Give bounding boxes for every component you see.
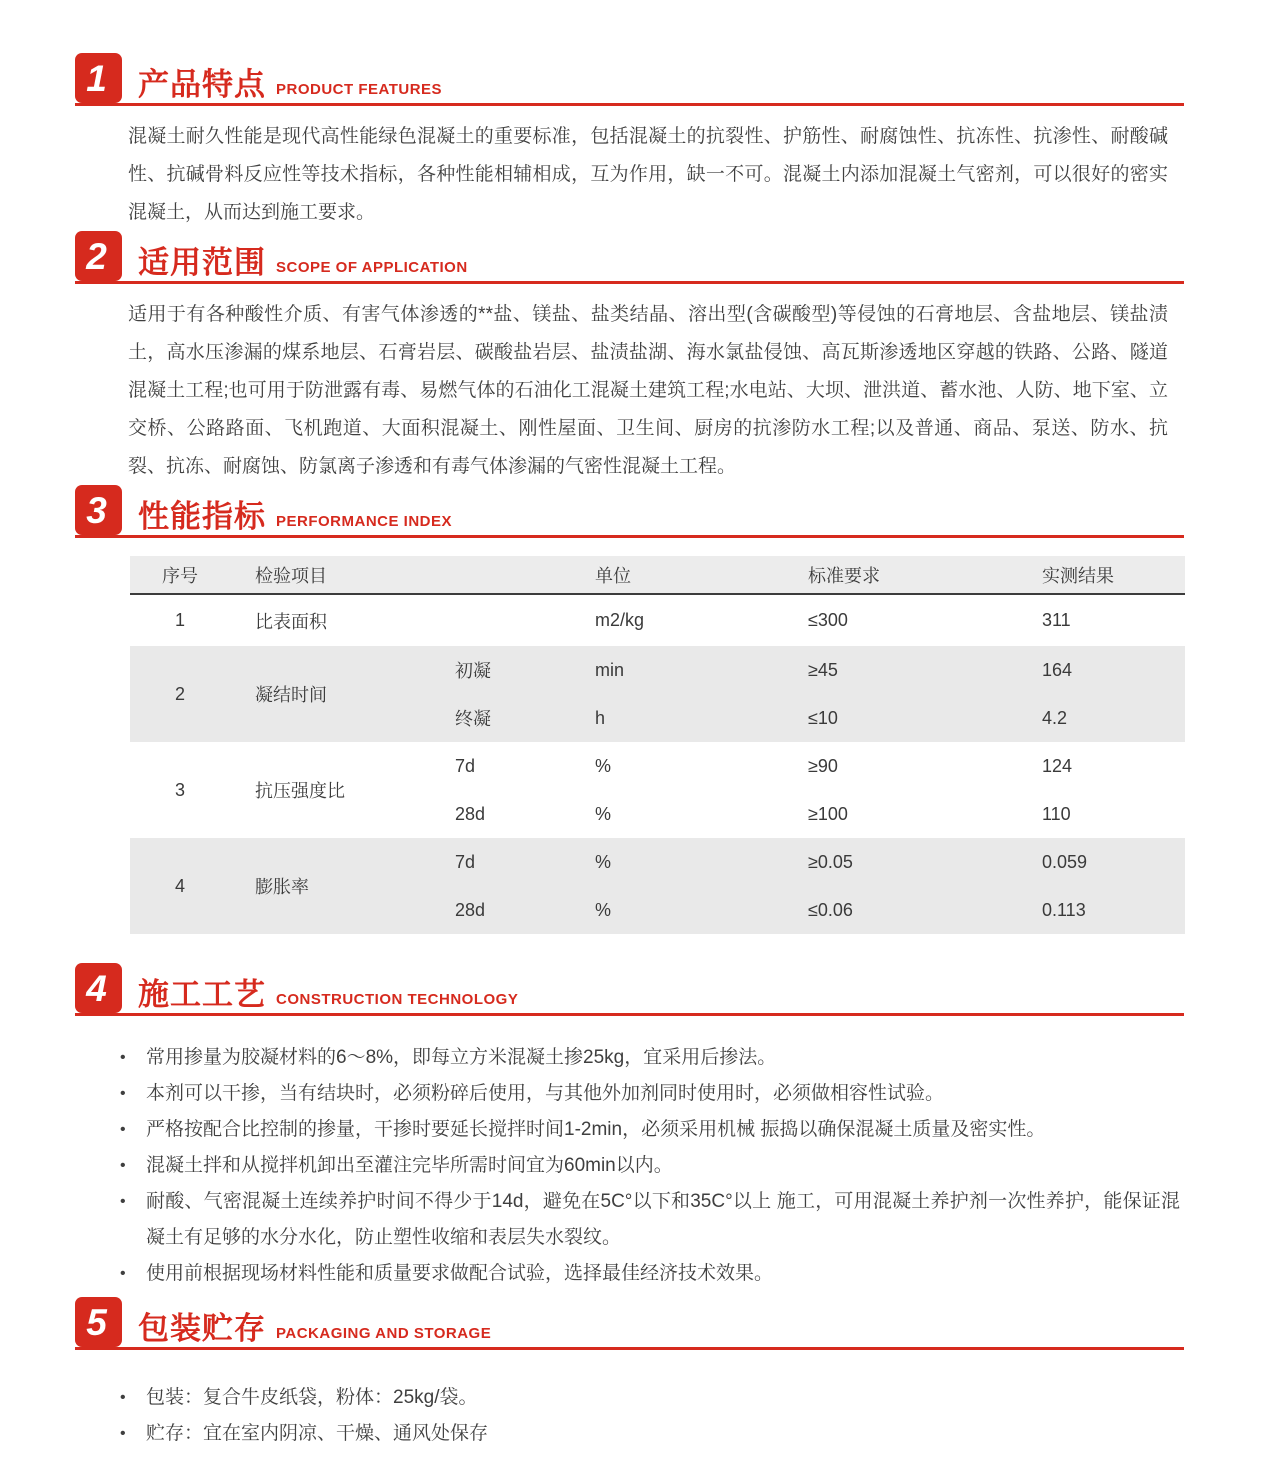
cell-unit: % (595, 755, 612, 776)
section-2-title-en: SCOPE OF APPLICATION (276, 259, 468, 276)
cell-result: 164 (1030, 646, 1185, 694)
cell-unit: h (580, 694, 790, 742)
list-item-text: 使用前根据现场材料性能和质量要求做配合试验，选择最佳经济技术效果。 (146, 1263, 774, 1284)
list-item-text: 贮存：宜在室内阴凉、干燥、通风处保存 (146, 1423, 489, 1444)
list-item (120, 1112, 1180, 1148)
performance-index-table (130, 556, 1185, 934)
section-4-title-en: CONSTRUCTION TECHNOLOGY (276, 991, 519, 1008)
cell-sub: 7d (455, 755, 476, 776)
cell-standard: ≤0.06 (790, 886, 1030, 934)
section-3-title-en: PERFORMANCE INDEX (276, 513, 453, 530)
section-2-paragraph: 适用于有各种酸性介质、有害气体渗透的**盐、镁盐、盐类结晶、溶出型(含碳酸型)等侵蚀的石膏地层、含盐地层、镁盐渍土，高水压渗漏的煤系地层、石膏岩层、碳酸盐岩层、盐渍盐湖、海水氯盐侵蚀、高瓦斯渗透地区穿越的铁路、公路、隧道混凝土工程;也可用于防泄露有毒、易燃气体的石油化工混凝土建筑工程;水电站、大坝、泄洪道、蓄水池、人防、地下室、立交桥、公路路面、飞机跑道、大面积混凝土、刚性屋面、卫生间、厨房的抗渗防水工程;以及普通、商品、泵送、防水、抗裂、抗冻、耐腐蚀、防氯离子渗透和有毒气体渗漏的气密性混凝土工程。 (128, 304, 1168, 477)
section-1-title-en: PRODUCT FEATURES (276, 81, 443, 98)
table-row (130, 646, 1185, 694)
section-performance-index (0, 486, 1280, 934)
list-item (120, 1076, 1180, 1112)
cell-standard: ≥90 (808, 755, 838, 776)
cell-sub: 终凝 (440, 694, 580, 742)
bullet-icon: • (120, 1193, 126, 1210)
cell-sub: 初凝 (440, 646, 580, 694)
section-product-features (0, 54, 1280, 232)
section-4-number-badge (75, 963, 122, 1013)
section-3-number: 3 (86, 489, 107, 531)
cell-sub: 7d (440, 838, 580, 886)
section-scope-of-application (0, 232, 1280, 486)
section-3-number-badge (75, 485, 122, 535)
cell-result: 0.059 (1030, 838, 1185, 886)
list-item-text: 严格按配合比控制的掺量，干掺时要延长搅拌时间1-2min，必须采用机械 振捣以确保混凝土质量及密实性。 (146, 1119, 1046, 1140)
list-item-text: 常用掺量为胶凝材料的6～8%，即每立方米混凝土掺25kg，宜采用后掺法。 (146, 1047, 777, 1068)
bullet-icon: • (120, 1085, 126, 1102)
section-construction-technology (0, 964, 1280, 1292)
cell-item: 凝结时间 (230, 646, 440, 742)
section-2-number: 2 (86, 235, 107, 277)
section-5-number-badge (75, 1297, 122, 1347)
table-header-sub (440, 556, 580, 594)
cell-sub: 28d (440, 886, 580, 934)
cell-result: 124 (1042, 755, 1073, 776)
section-3-header (75, 486, 1184, 538)
cell-item: 抗压强度比 (255, 781, 345, 801)
section-2-header (75, 232, 1184, 284)
section-5-header (75, 1298, 1184, 1350)
bullet-icon: • (120, 1121, 126, 1138)
cell-result: 110 (1042, 803, 1071, 824)
list-item (120, 1040, 1180, 1076)
table-header-result: 实测结果 (1030, 556, 1185, 594)
section-4-title-zh: 施工工艺 (138, 977, 266, 1012)
cell-unit: % (580, 838, 790, 886)
cell-standard: ≥0.05 (790, 838, 1030, 886)
cell-sub: 28d (455, 803, 486, 824)
packaging-bullet-list (120, 1380, 1180, 1452)
table-row (130, 742, 1185, 790)
section-3-title-zh: 性能指标 (138, 499, 266, 534)
cell-unit: min (580, 646, 790, 694)
bullet-icon: • (120, 1389, 126, 1406)
section-packaging-and-storage (0, 1298, 1280, 1452)
list-item-text: 本剂可以干掺，当有结块时，必须粉碎后使用，与其他外加剂同时使用时，必须做相容性试验。 (146, 1083, 945, 1104)
table-row (130, 838, 1185, 886)
section-1-number-badge (75, 53, 122, 103)
table-header-standard: 标准要求 (790, 556, 1030, 594)
cell-no: 3 (174, 779, 185, 800)
section-5-title-en: PACKAGING AND STORAGE (276, 1325, 492, 1342)
section-4-header (75, 964, 1184, 1016)
section-5-title-zh: 包装贮存 (138, 1311, 266, 1346)
list-item (120, 1184, 1180, 1256)
construction-bullet-list (120, 1040, 1180, 1292)
table-row (130, 594, 1185, 646)
section-1-header (75, 54, 1184, 106)
cell-standard: ≥45 (790, 646, 1030, 694)
section-2-title-zh: 适用范围 (138, 245, 266, 280)
cell-no: 4 (130, 838, 230, 934)
list-item-text: 包装：复合牛皮纸袋，粉体：25kg/袋。 (146, 1387, 478, 1408)
list-item (120, 1256, 1180, 1292)
bullet-icon: • (120, 1265, 126, 1282)
section-1-title-zh: 产品特点 (138, 67, 266, 102)
cell-standard: ≤300 (808, 610, 848, 630)
table-header-item: 检验项目 (230, 556, 440, 594)
cell-no: 2 (130, 646, 230, 742)
table-header-row (130, 556, 1185, 594)
section-5-number: 5 (86, 1301, 107, 1343)
list-item (120, 1380, 1180, 1416)
bullet-icon: • (120, 1425, 126, 1442)
bullet-icon: • (120, 1049, 126, 1066)
table-header-no: 序号 (130, 556, 230, 594)
cell-result: 4.2 (1030, 694, 1185, 742)
section-1-paragraph: 混凝土耐久性能是现代高性能绿色混凝土的重要标准，包括混凝土的抗裂性、护筋性、耐腐蚀性、抗冻性、抗渗性、耐酸碱性、抗碱骨料反应性等技术指标，各种性能相辅相成，互为作用，缺一不可。混凝土内添加混凝土气密剂，可以很好的密实混凝土，从而达到施工要求。 (128, 126, 1168, 223)
cell-item: 膨胀率 (230, 838, 440, 934)
cell-result: 0.113 (1030, 886, 1185, 934)
list-item-text: 耐酸、气密混凝土连续养护时间不得少于14d，避免在5C°以下和35C°以上 施工，可用混凝土养护剂一次性养护，能保证混凝土有足够的水分水化，防止塑性收缩和表层失水裂纹。 (146, 1191, 1180, 1248)
cell-sub (440, 594, 580, 646)
cell-standard: ≤10 (790, 694, 1030, 742)
list-item-text: 混凝土拌和从搅拌机卸出至灌注完毕所需时间宜为60min以内。 (146, 1155, 673, 1176)
list-item (120, 1148, 1180, 1184)
section-1-number: 1 (86, 57, 107, 99)
cell-standard: ≥100 (808, 803, 848, 824)
table-header-unit: 单位 (580, 556, 790, 594)
cell-result: 311 (1042, 610, 1071, 630)
cell-unit: % (595, 803, 612, 824)
cell-unit: m2/kg (595, 610, 645, 630)
section-4-number: 4 (86, 967, 107, 1009)
cell-unit: % (580, 886, 790, 934)
cell-no: 1 (174, 610, 185, 630)
cell-item: 比表面积 (255, 611, 327, 632)
list-item (120, 1416, 1180, 1452)
section-2-number-badge (75, 231, 122, 281)
bullet-icon: • (120, 1157, 126, 1174)
